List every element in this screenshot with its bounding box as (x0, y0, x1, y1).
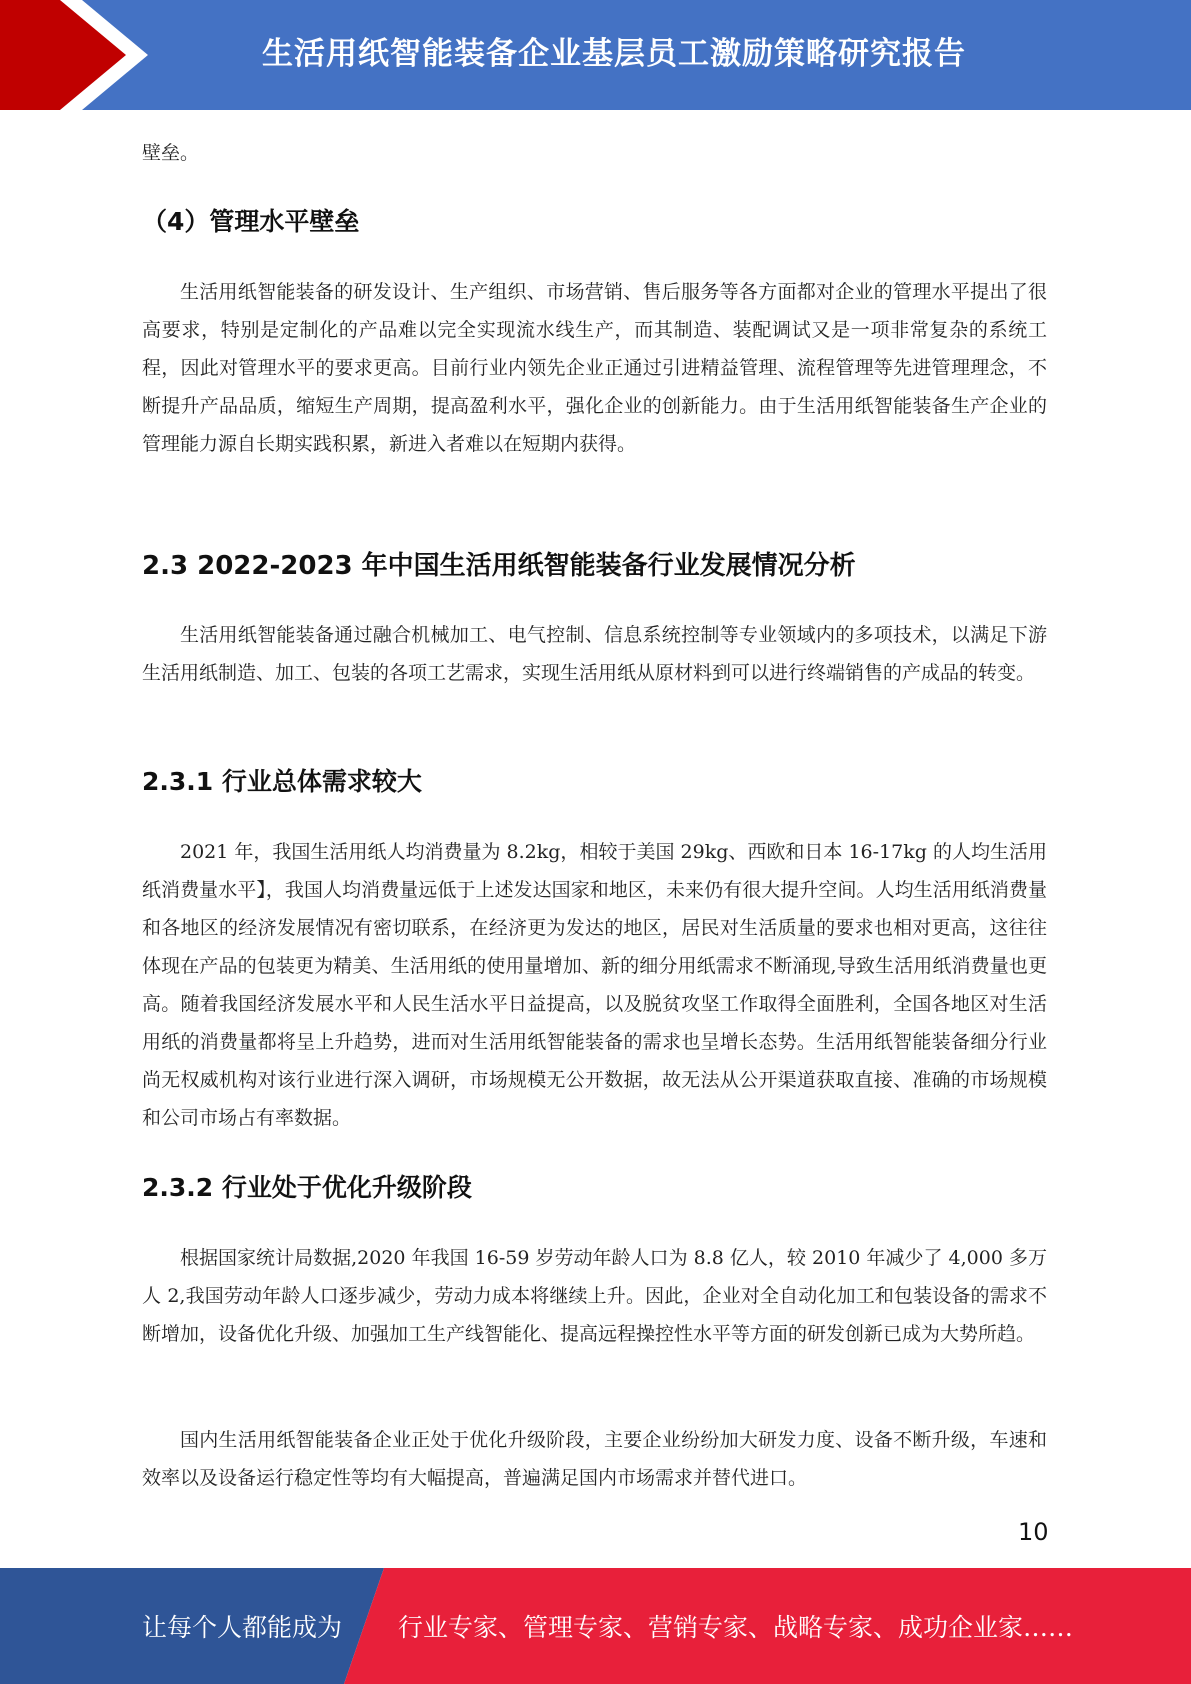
page-number: 10 (1018, 1518, 1049, 1546)
paragraph-2-3-2-a: 根据国家统计局数据,2020 年我国 16-59 岁劳动年龄人口为 8.8 亿人，较 2010 年减少了 4,000 多万人 2,我国劳动年龄人口逐步减少，劳动力成本将继续上升。因此，企业对全自动化加工和包装设备的需求不断增加，设备优化升级、加强加工生产线智能化、提高远程操控性水平等方面的研发创新已成为大势所趋。 (142, 1247, 1047, 1345)
section-heading-2-3-1: 2.3.1 行业总体需求较大 (142, 767, 422, 796)
paragraph-2-3-2-b: 国内生活用纸智能装备企业正处于优化升级阶段，主要企业纷纷加大研发力度、设备不断升级，车速和效率以及设备运行稳定性等均有大幅提高，普遍满足国内市场需求并替代进口。 (142, 1429, 1047, 1489)
page-header (0, 0, 1191, 110)
section-heading-2-3-2: 2.3.2 行业处于优化升级阶段 (142, 1173, 472, 1202)
section-heading-2-3: 2.3 2022-2023 年中国生活用纸智能装备行业发展情况分析 (142, 551, 856, 581)
footer-slogan-right: 行业专家、管理专家、营销专家、战略专家、成功企业家…… (398, 1613, 1074, 1642)
paragraph-management: 生活用纸智能装备的研发设计、生产组织、市场营销、售后服务等各方面都对企业的管理水平提出了很高要求，特别是定制化的产品难以完全实现流水线生产，而其制造、装配调试又是一项非常复杂的系统工程，因此对管理水平的要求更高。目前行业内领先企业正通过引进精益管理、流程管理等先进管理理念，不断提升产品品质，缩短生产周期，提高盈利水平，强化企业的创新能力。由于生活用纸智能装备生产企业的管理能力源自长期实践积累，新进入者难以在短期内获得。 (142, 281, 1047, 455)
page-footer (0, 1568, 1191, 1684)
carryover-text: 壁垒。 (142, 142, 200, 164)
paragraph-2-3: 生活用纸智能装备通过融合机械加工、电气控制、信息系统控制等专业领域内的多项技术，以满足下游生活用纸制造、加工、包装的各项工艺需求，实现生活用纸从原材料到可以进行终端销售的产成品的转变。 (142, 624, 1047, 684)
document-title: 生活用纸智能装备企业基层员工激励策略研究报告 (262, 36, 966, 72)
heading-management-barrier: （4）管理水平壁垒 (142, 207, 360, 236)
paragraph-2-3-1: 2021 年，我国生活用纸人均消费量为 8.2kg，相较于美国 29kg、西欧和日本 16-17kg 的人均生活用纸消费量水平】，我国人均消费量远低于上述发达国家和地区，未来仍有很大提升空间。人均生活用纸消费量和各地区的经济发展情况有密切联系，在经济更为发达的地区，居民对生活质量的要求也相对更高，这往往体现在产品的包装更为精美、生活用纸的使用量增加、新的细分用纸需求不断涌现,导致生活用纸消费量也更高。随着我国经济发展水平和人民生活水平日益提高，以及脱贫攻坚工作取得全面胜利，全国各地区对生活用纸的消费量都将呈上升趋势，进而对生活用纸智能装备的需求也呈增长态势。生活用纸智能装备细分行业尚无权威机构对该行业进行深入调研，市场规模无公开数据，故无法从公开渠道获取直接、准确的市场规模和公司市场占有率数据。 (142, 841, 1047, 1129)
footer-slogan-left: 让每个人都能成为 (142, 1613, 343, 1642)
